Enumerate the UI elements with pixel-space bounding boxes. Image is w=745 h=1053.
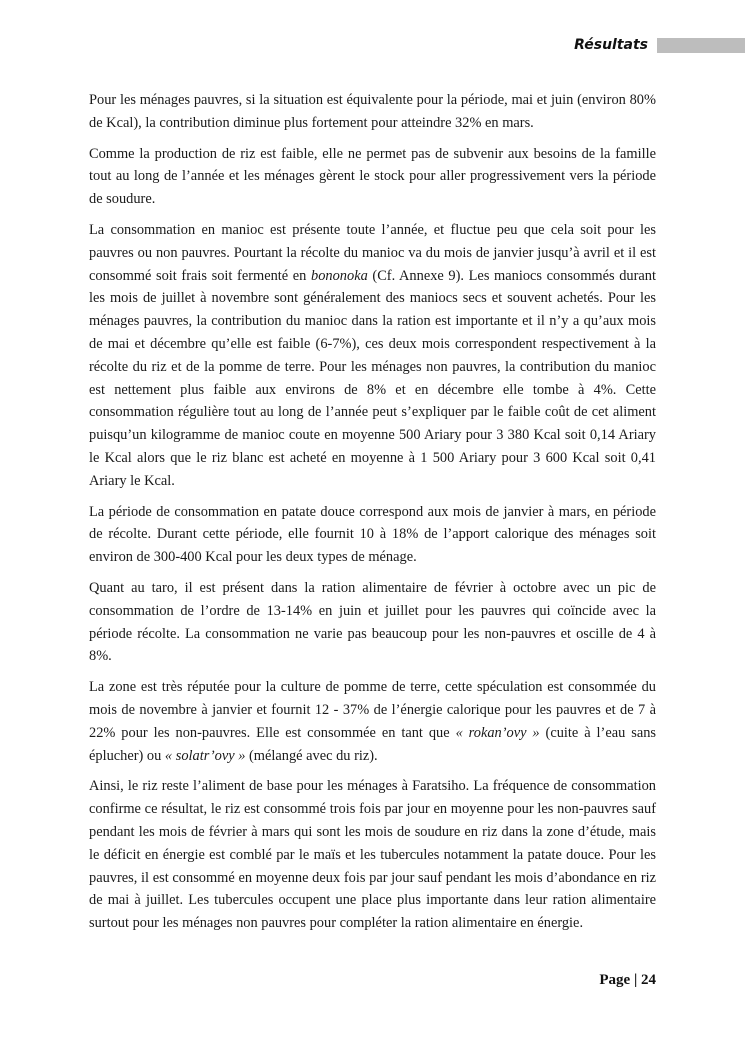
paragraph — [89, 676, 656, 767]
paragraph — [89, 775, 656, 935]
italic-term: « solatr’ovy » — [164, 747, 246, 764]
paragraph-text: Ainsi, le riz reste l’aliment de base pour les ménages à Faratsiho. La fréquence de consommation confirme ce résultat, le riz est consommé trois fois par jour en moyenne pour les non-pauvres sauf pendant les mois de février à mars qui sont les mois de soudure en riz dans la zone d’étude, mais le déficit en énergie est comblé par le maïs et les tubercules notamment la patate douce. Pour les pauvres, il est consommé en moyenne deux fois par jour sauf pendant les mois d’abondance en riz de mai à juillet. Les tubercules occupent une place plus importante dans leur ration alimentaire surtout pour les ménages non pauvres pour compléter la ration alimentaire en énergie. — [89, 778, 656, 932]
paragraph — [89, 89, 656, 135]
paragraph-text: (Cf. Annexe 9). Les maniocs consommés durant les mois de juillet à novembre sont généralement des maniocs secs et souvent achetés. Pour les ménages pauvres, la contribution du manioc dans la ration est importante et il n’y a qu’aux mois de mai et décembre qu’elle est faible (6-7%), ces deux mois correspondent respectivement à la récolte du riz et de la pomme de terre. Pour les ménages non pauvres, la contribution du manioc est nettement plus faible aux environs de 8% et en décembre elle tombe à 4%. Cette consommation régulière tout au long de l’année peut s’expliquer par le faible coût de cet aliment puisqu’un kilogramme de manioc coute en moyenne 500 Ariary pour 3 380 Kcal soit 0,14 Ariary le Kcal alors que le riz blanc est acheté en moyenne à 1 500 Ariary pour 3 600 Kcal soit 0,41 Ariary le Kcal. — [89, 267, 656, 489]
page-number: Page | 24 — [599, 972, 656, 988]
italic-term: « rokan’ovy » — [455, 724, 540, 741]
paragraph-text: Quant au taro, il est présent dans la ration alimentaire de février à octobre avec un pic de consommation de l’ordre de 13-14% en juin et juillet pour les pauvres qui coïncide avec la période récolte. La consommation ne varie pas beaucoup pour les non-pauvres et oscille de 4 à 8%. — [89, 579, 656, 665]
paragraph-text: La période de consommation en patate douce correspond aux mois de janvier à mars, en période de récolte. Durant cette période, elle fournit 10 à 18% de l’apport calorique des ménages soit environ de 300-400 Kcal pour les deux types de ménage. — [89, 503, 656, 566]
paragraph-text: Comme la production de riz est faible, elle ne permet pas de subvenir aux besoins de la famille tout au long de l’année et les ménages gèrent le stock pour aller progressivement vers la période de soudure. — [89, 145, 656, 208]
italic-term: bononoka — [311, 267, 368, 284]
paragraph — [89, 577, 656, 668]
header-decoration-bar — [657, 38, 745, 53]
document-body — [89, 89, 656, 943]
section-header-title: Résultats — [574, 37, 648, 53]
paragraph-text: Pour les ménages pauvres, si la situation est équivalente pour la période, mai et juin (environ 80% de Kcal), la contribution diminue plus fortement pour atteindre 32% en mars. — [89, 92, 656, 131]
paragraph — [89, 143, 656, 211]
paragraph-text: La consommation en manioc est présente toute l’année, et fluctue peu que cela soit pour les pauvres ou non pauvres. Pourtant la récolte du manioc va du mois de janvier jusqu’à avril et il est consommé soit frais soit fermenté en — [89, 221, 656, 284]
paragraph-text: La zone est très réputée pour la culture de pomme de terre, cette spéculation est consommée du mois de novembre à janvier et fournit 12 - 37% de l’énergie calorique pour les pauvres et de 7 à 22% pour les non-pauvres. Elle est consommée en tant que — [89, 679, 656, 741]
paragraph — [89, 501, 656, 569]
paragraph-text: (cuite à l’eau sans éplucher) ou — [89, 724, 656, 764]
paragraph-text: (mélangé avec du riz). — [245, 747, 378, 764]
paragraph — [89, 219, 656, 493]
